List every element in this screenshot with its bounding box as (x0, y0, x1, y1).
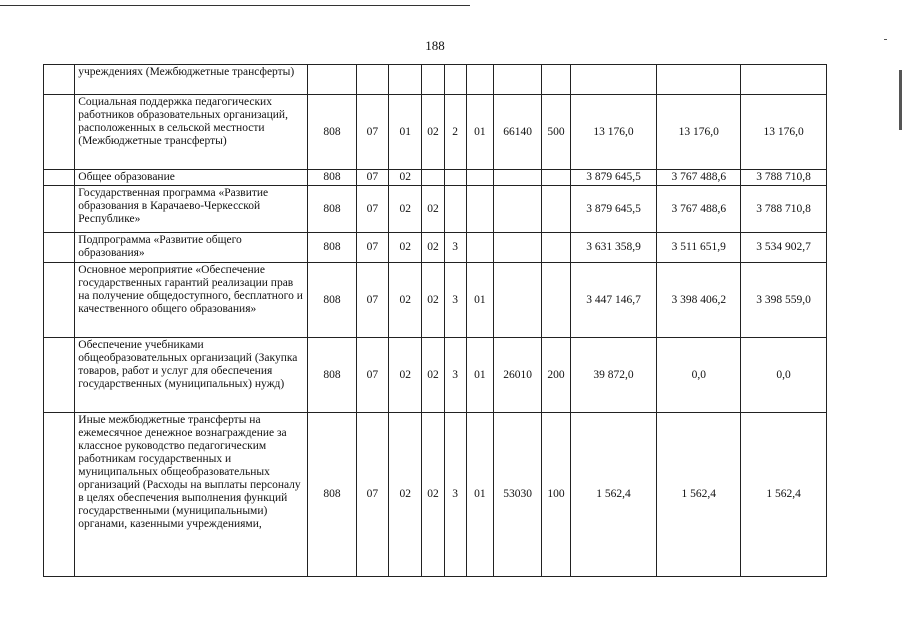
table-row (44, 233, 827, 263)
cell-program: 02 (422, 338, 444, 413)
top-rule (0, 5, 470, 6)
cell-event: 01 (466, 338, 493, 413)
cell-subprogram (444, 186, 466, 233)
budget-table (43, 64, 827, 577)
cell-rz: 07 (356, 263, 388, 338)
cell-direction (493, 170, 541, 186)
cell-vr (542, 65, 570, 95)
cell-program: 02 (422, 233, 444, 263)
cell-rz: 07 (356, 170, 388, 186)
cell-pr: 02 (389, 338, 422, 413)
cell-subprogram: 3 (444, 413, 466, 577)
cell-year2: 1 562,4 (657, 413, 741, 577)
cell-ved: 808 (308, 233, 356, 263)
binding-mark (899, 70, 902, 130)
cell-pr: 01 (389, 95, 422, 170)
cell-year2: 0,0 (657, 338, 741, 413)
cell-event: 01 (466, 263, 493, 338)
cell-rz: 07 (356, 338, 388, 413)
cell-subprogram: 3 (444, 263, 466, 338)
cell-vr (542, 263, 570, 338)
cell-pr: 02 (389, 413, 422, 577)
table-row (44, 170, 827, 186)
cell-direction: 26010 (493, 338, 541, 413)
cell-program (422, 65, 444, 95)
cell-year1: 3 447 146,7 (570, 263, 657, 338)
cell-year1: 13 176,0 (570, 95, 657, 170)
row-name: Государственная программа «Развитие образования в Карачаево-Черкесской Республике» (75, 186, 308, 233)
cell-year3: 1 562,4 (741, 413, 827, 577)
row-name: Обеспечение учебниками общеобразовательных организаций (Закупка товаров, работ и услуг для обеспечения государственных (муниципальных) нужд) (75, 338, 308, 413)
cell-year3: 3 398 559,0 (741, 263, 827, 338)
cell-subprogram: 3 (444, 233, 466, 263)
cell-event (466, 186, 493, 233)
row-name: Подпрограмма «Развитие общего образования» (75, 233, 308, 263)
cell-vr (542, 186, 570, 233)
table-row (44, 186, 827, 233)
cell-event: 01 (466, 95, 493, 170)
cell-year3: 3 788 710,8 (741, 186, 827, 233)
cell-year2: 13 176,0 (657, 95, 741, 170)
row-name: Общее образование (75, 170, 308, 186)
row-name: Основное мероприятие «Обеспечение государственных гарантий реализации прав на получение общедоступного, бесплатного и качественного общего образования» (75, 263, 308, 338)
cell-ved: 808 (308, 413, 356, 577)
cell-direction: 53030 (493, 413, 541, 577)
cell-ved: 808 (308, 338, 356, 413)
cell-year1: 3 879 645,5 (570, 170, 657, 186)
table-row (44, 65, 827, 95)
cell-ved: 808 (308, 170, 356, 186)
cell-direction (493, 65, 541, 95)
cell-year2: 3 398 406,2 (657, 263, 741, 338)
cell-ved: 808 (308, 95, 356, 170)
cell-year1: 3 631 358,9 (570, 233, 657, 263)
cell-year1: 1 562,4 (570, 413, 657, 577)
cell-vr (542, 170, 570, 186)
page-number: 188 (425, 38, 445, 53)
cell-subprogram (444, 170, 466, 186)
cell-year2: 3 511 651,9 (657, 233, 741, 263)
cell-ved: 808 (308, 263, 356, 338)
cell-year3: 3 534 902,7 (741, 233, 827, 263)
cell-pr (389, 65, 422, 95)
cell-year2: 3 767 488,6 (657, 186, 741, 233)
cell-program (422, 170, 444, 186)
cell-rz: 07 (356, 186, 388, 233)
cell-year2 (657, 65, 741, 95)
cell-vr: 100 (542, 413, 570, 577)
cell-year2: 3 767 488,6 (657, 170, 741, 186)
cell-subprogram: 3 (444, 338, 466, 413)
cell-direction (493, 233, 541, 263)
cell-event (466, 65, 493, 95)
cell-year3 (741, 65, 827, 95)
cell-vr: 500 (542, 95, 570, 170)
cell-event: 01 (466, 413, 493, 577)
cell-event (466, 233, 493, 263)
cell-pr: 02 (389, 186, 422, 233)
row-name: Социальная поддержка педагогических работников образовательных организаций, расположенных в сельской местности (Межбюджетные трансферты) (75, 95, 308, 170)
cell-program: 02 (422, 186, 444, 233)
cell-event (466, 170, 493, 186)
cell-program: 02 (422, 413, 444, 577)
table-row (44, 413, 827, 577)
cell-rz: 07 (356, 95, 388, 170)
table-row (44, 263, 827, 338)
cell-pr: 02 (389, 233, 422, 263)
cell-pr: 02 (389, 170, 422, 186)
cell-year3: 0,0 (741, 338, 827, 413)
cell-direction (493, 263, 541, 338)
cell-program: 02 (422, 263, 444, 338)
cell-rz (356, 65, 388, 95)
table-row (44, 95, 827, 170)
cell-direction: 66140 (493, 95, 541, 170)
cell-rz: 07 (356, 233, 388, 263)
row-name: учреждениях (Межбюджетные трансферты) (75, 65, 308, 95)
cell-year1: 39 872,0 (570, 338, 657, 413)
row-name: Иные межбюджетные трансферты на ежемесячное денежное вознаграждение за классное руководство педагогическим работникам государственных и муниципальных общеобразовательных организаций (Расходы на выплаты персоналу в целях обеспечения выполнения функций государственными (муниципальными) органами, казенными учреждениями, (75, 413, 308, 577)
cell-vr: 200 (542, 338, 570, 413)
cell-pr: 02 (389, 263, 422, 338)
table-row (44, 338, 827, 413)
cell-year1 (570, 65, 657, 95)
cell-subprogram (444, 65, 466, 95)
cell-direction (493, 186, 541, 233)
cell-vr (542, 233, 570, 263)
cell-rz: 07 (356, 413, 388, 577)
cell-program: 02 (422, 95, 444, 170)
cell-subprogram: 2 (444, 95, 466, 170)
scan-mark (884, 39, 887, 40)
cell-ved (308, 65, 356, 95)
cell-ved: 808 (308, 186, 356, 233)
cell-year3: 13 176,0 (741, 95, 827, 170)
cell-year1: 3 879 645,5 (570, 186, 657, 233)
cell-year3: 3 788 710,8 (741, 170, 827, 186)
